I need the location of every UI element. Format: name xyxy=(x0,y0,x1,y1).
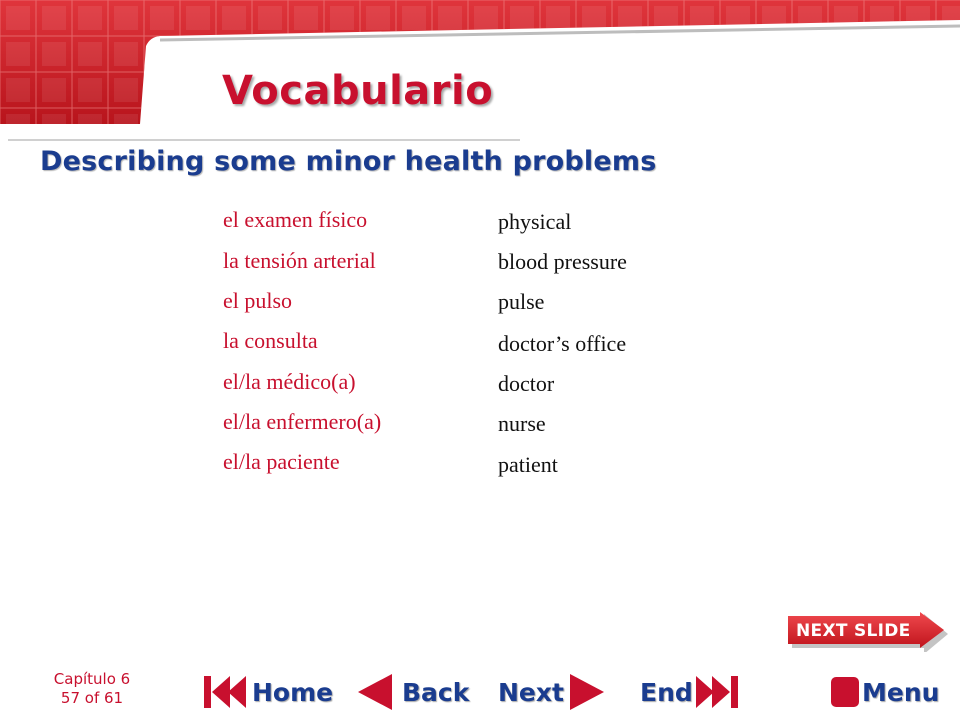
menu-button[interactable] xyxy=(828,670,938,718)
arrow-left-icon xyxy=(354,670,398,718)
vocab-meaning: blood pressure xyxy=(498,249,627,274)
next-label: Next xyxy=(498,678,564,707)
back-label: Back xyxy=(402,678,470,707)
menu-label: Menu xyxy=(862,678,940,707)
skip-back-icon xyxy=(200,670,252,718)
end-label: End xyxy=(640,678,693,707)
vocab-meaning: doctor’s office xyxy=(498,331,627,356)
end-button[interactable] xyxy=(640,670,750,718)
vocab-meaning: physical xyxy=(498,209,572,234)
home-label: Home xyxy=(252,678,334,707)
home-button[interactable] xyxy=(200,670,340,718)
vocab-meaning: patient xyxy=(498,452,558,477)
menu-square-icon xyxy=(828,670,862,718)
vocab-term: la tensión arterial xyxy=(223,248,376,273)
vocab-term: el pulso xyxy=(223,288,293,313)
skip-forward-icon xyxy=(692,670,744,718)
vocab-meaning: nurse xyxy=(498,411,546,436)
vocab-meaning: doctor xyxy=(498,371,555,396)
slide-counter xyxy=(36,670,148,708)
vocab-term: el examen físico xyxy=(223,207,368,232)
vocab-meaning: pulse xyxy=(498,289,545,314)
slide-title: Vocabulario xyxy=(222,68,494,114)
vocab-term: el/la médico(a) xyxy=(223,369,356,394)
next-button[interactable] xyxy=(498,670,614,718)
page-indicator: 57 of 61 xyxy=(60,689,124,707)
vocab-term: el/la enfermero(a) xyxy=(223,409,382,434)
next-slide-label: NEXT SLIDE xyxy=(796,621,911,641)
arrow-right-icon xyxy=(566,670,610,718)
back-button[interactable] xyxy=(354,670,474,718)
vocab-term: el/la paciente xyxy=(223,449,340,474)
next-slide-button[interactable] xyxy=(786,612,948,652)
vocab-term: la consulta xyxy=(223,328,318,353)
slide-subtitle: Describing some minor health problems xyxy=(40,146,657,177)
chapter-label: Capítulo 6 xyxy=(53,670,131,688)
